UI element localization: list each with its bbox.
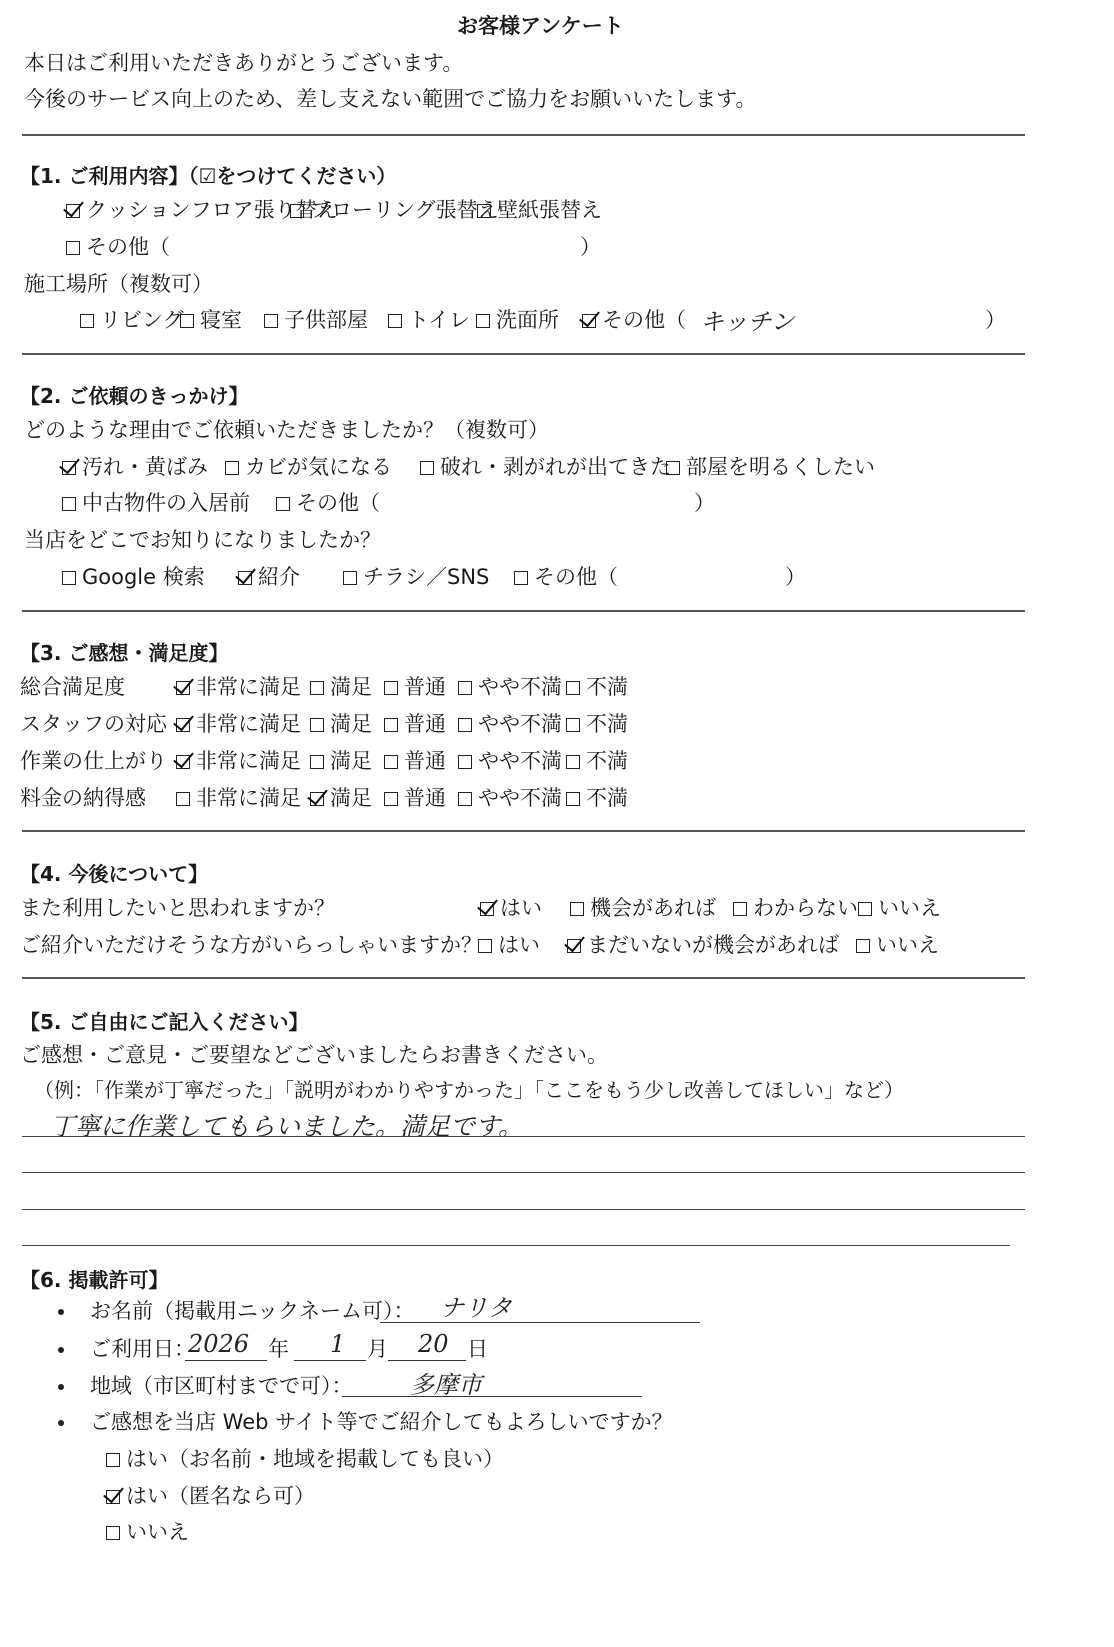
checkbox[interactable] (176, 681, 190, 695)
publish-option-anonymous[interactable]: はい（匿名なら可） (106, 1483, 315, 1509)
checkbox[interactable] (310, 755, 324, 769)
section-6-heading: 【6. 掲載許可】 (20, 1268, 169, 1292)
rating-option[interactable]: 満足 (310, 748, 372, 774)
rating-option[interactable]: 満足 (310, 674, 372, 700)
region-label: 地域（市区町村までで可）： (90, 1374, 353, 1398)
source-other-close: ） (785, 565, 806, 589)
checkbox[interactable] (80, 314, 94, 328)
comment-line (22, 1172, 1025, 1173)
region-handwritten[interactable]: 多摩市 (410, 1371, 482, 1399)
comment-handwritten[interactable]: 丁寧に作業してもらいました。満足です。 (50, 1112, 524, 1141)
checkbox[interactable] (514, 571, 528, 585)
checkbox[interactable] (582, 314, 596, 328)
intro-line-2: 今後のサービス向上のため、差し支えない範囲でご協力をお願いいたします。 (24, 87, 757, 111)
rating-option[interactable]: 普通 (384, 748, 446, 774)
publish-question: ご感想を当店 Web サイト等でご紹介してもよろしいですか？ (90, 1410, 673, 1434)
comment-line (22, 1209, 1025, 1210)
referral-option-no[interactable]: いいえ (856, 932, 939, 958)
bullet (58, 1309, 64, 1315)
checkbox[interactable] (567, 939, 581, 953)
checkbox[interactable] (176, 718, 190, 732)
rating-option[interactable]: 普通 (384, 711, 446, 737)
usage-option-flooring[interactable]: フローリング張替え (290, 197, 499, 223)
reason-question: どのような理由でご依頼いただきましたか？（複数可） (24, 418, 549, 442)
checkbox[interactable] (310, 718, 324, 732)
divider (22, 134, 1025, 136)
usage-other-close: ） (580, 235, 601, 259)
bullet (58, 1347, 64, 1353)
reason-option-dirt[interactable]: 汚れ・黄ばみ (62, 454, 208, 480)
checkbox[interactable] (458, 718, 472, 732)
rating-option[interactable]: やや不満 (458, 785, 562, 811)
place-other-close: ） (985, 308, 1006, 332)
checkbox[interactable] (480, 902, 494, 916)
date-year-handwritten[interactable]: 2026 (188, 1330, 250, 1358)
reuse-option-no[interactable]: いいえ (858, 895, 941, 921)
name-underline (380, 1322, 700, 1323)
checkbox[interactable] (476, 314, 490, 328)
checkbox[interactable] (310, 681, 324, 695)
checkbox[interactable] (343, 571, 357, 585)
source-question: 当店をどこでお知りになりましたか？ (24, 528, 381, 552)
comment-prompt: ご感想・ご意見・ご要望などございましたらお書きください。 (20, 1043, 608, 1067)
reason-option-other[interactable]: その他（ (276, 490, 380, 516)
rating-option[interactable]: 満足 (310, 711, 372, 737)
rating-row-label: 作業の仕上がり (20, 749, 167, 773)
checkbox[interactable] (106, 1526, 120, 1540)
rating-option[interactable]: 非常に満足 (176, 785, 301, 811)
rating-option[interactable]: 非常に満足 (176, 674, 301, 700)
rating-option[interactable]: 非常に満足 (176, 748, 301, 774)
checkbox[interactable] (858, 902, 872, 916)
divider (22, 830, 1025, 832)
rating-option[interactable]: やや不満 (458, 674, 562, 700)
publish-option-full[interactable]: はい（お名前・地域を掲載しても良い） (106, 1446, 504, 1472)
place-label: 施工場所（複数可） (24, 272, 213, 296)
section-1-heading: 【1. ご利用内容】（☑をつけてください） (20, 164, 397, 188)
rating-option[interactable]: 不満 (566, 748, 628, 774)
checkbox[interactable] (62, 461, 76, 475)
date-label: ご利用日： (90, 1337, 195, 1361)
comment-line (22, 1136, 1025, 1137)
place-option-washroom[interactable]: 洗面所 (476, 307, 559, 333)
divider (22, 977, 1025, 979)
checkbox[interactable] (566, 681, 580, 695)
checkbox[interactable] (458, 792, 472, 806)
date-day-unit: 日 (467, 1337, 488, 1361)
checkbox[interactable] (388, 314, 402, 328)
publish-option-no[interactable]: いいえ (106, 1519, 189, 1545)
checkbox[interactable] (384, 792, 398, 806)
date-month-unit: 月 (367, 1337, 388, 1361)
checkbox[interactable] (62, 497, 76, 511)
divider (22, 610, 1025, 612)
date-year-underline (185, 1360, 267, 1361)
reason-option-tear[interactable]: 破れ・剥がれが出てきた (420, 454, 671, 480)
place-option-other[interactable]: その他（ (582, 307, 686, 333)
checkbox[interactable] (106, 1453, 120, 1467)
referral-option-yes[interactable]: はい (478, 932, 540, 958)
rating-option[interactable]: やや不満 (458, 711, 562, 737)
source-option-google[interactable]: Google 検索 (62, 564, 205, 590)
checkbox[interactable] (106, 1490, 120, 1504)
rating-option[interactable]: 普通 (384, 674, 446, 700)
place-other-handwritten[interactable]: キッチン (700, 308, 795, 336)
checkbox[interactable] (384, 681, 398, 695)
checkbox[interactable] (566, 755, 580, 769)
source-option-other[interactable]: その他（ (514, 564, 618, 590)
reuse-option-yes[interactable]: はい (480, 895, 542, 921)
page-title: お客様アンケート (457, 14, 624, 38)
checkbox[interactable] (420, 461, 434, 475)
reuse-option-if-chance[interactable]: 機会があれば (570, 895, 716, 921)
rating-row-label: 料金の納得感 (20, 786, 146, 810)
checkbox[interactable] (225, 461, 239, 475)
place-option-toilet[interactable]: トイレ (388, 307, 470, 333)
checkbox[interactable] (566, 792, 580, 806)
checkbox[interactable] (570, 902, 584, 916)
checkbox[interactable] (180, 314, 194, 328)
section-2-heading: 【2. ご依頼のきっかけ】 (20, 384, 249, 408)
rating-option[interactable]: 満足 (310, 785, 372, 811)
intro-line-1: 本日はご利用いただきありがとうございます。 (24, 51, 464, 75)
checkbox[interactable] (856, 939, 870, 953)
checkbox[interactable] (384, 755, 398, 769)
usage-option-other[interactable]: その他（ (66, 234, 170, 260)
source-option-referral[interactable]: 紹介 (238, 564, 300, 590)
date-year-unit: 年 (268, 1337, 289, 1361)
place-option-bedroom[interactable]: 寝室 (180, 307, 242, 333)
checkbox[interactable] (276, 497, 290, 511)
date-day-underline (388, 1360, 466, 1361)
checkbox[interactable] (478, 939, 492, 953)
reason-other-close: ） (694, 491, 715, 515)
checkbox[interactable] (310, 792, 324, 806)
bullet (58, 1420, 64, 1426)
checkbox[interactable] (290, 204, 304, 218)
usage-option-cushion-floor[interactable]: クッションフロア張り替え (66, 197, 338, 223)
checkbox[interactable] (66, 241, 80, 255)
reason-option-mold[interactable]: カビが気になる (225, 454, 392, 480)
reuse-question: また利用したいと思われますか？ (20, 896, 335, 920)
date-day-handwritten[interactable]: 20 (418, 1330, 449, 1358)
checkbox[interactable] (66, 204, 80, 218)
rating-option[interactable]: 不満 (566, 674, 628, 700)
reuse-option-unsure[interactable]: わからない (733, 895, 858, 921)
checkbox[interactable] (176, 755, 190, 769)
rating-option[interactable]: 不満 (566, 785, 628, 811)
comment-example: （例：「作業が丁寧だった」「説明がわかりやすかった」「ここをもう少し改善してほしい」など） (34, 1078, 904, 1102)
checkbox[interactable] (458, 681, 472, 695)
reason-option-used-property[interactable]: 中古物件の入居前 (62, 490, 250, 516)
rating-option[interactable]: 不満 (566, 711, 628, 737)
checkbox[interactable] (566, 718, 580, 732)
comment-line (22, 1245, 1010, 1246)
usage-option-wallpaper[interactable]: 壁紙張替え (477, 197, 602, 223)
section-3-heading: 【3. ご感想・満足度】 (20, 641, 229, 665)
region-underline (342, 1396, 642, 1397)
date-month-handwritten[interactable]: 1 (330, 1330, 346, 1358)
checkbox[interactable] (176, 792, 190, 806)
referral-question: ご紹介いただけそうな方がいらっしゃいますか？ (20, 933, 482, 957)
checkbox[interactable] (458, 755, 472, 769)
divider (22, 353, 1025, 355)
bullet (58, 1384, 64, 1390)
section-5-heading: 【5. ご自由にご記入ください】 (20, 1010, 309, 1034)
section-4-heading: 【4. 今後について】 (20, 862, 209, 886)
rating-row-label: スタッフの対応 (20, 712, 167, 736)
rating-option[interactable]: 非常に満足 (176, 711, 301, 737)
checkbox[interactable] (264, 314, 278, 328)
place-option-living[interactable]: リビング (80, 307, 184, 333)
name-label: お名前（掲載用ニックネーム可）： (90, 1299, 415, 1323)
checkbox[interactable] (733, 902, 747, 916)
rating-option[interactable]: 普通 (384, 785, 446, 811)
checkbox[interactable] (62, 571, 76, 585)
place-option-kids-room[interactable]: 子供部屋 (264, 307, 368, 333)
checkbox[interactable] (384, 718, 398, 732)
referral-option-not-yet[interactable]: まだいないが機会があれば (567, 932, 839, 958)
rating-option[interactable]: やや不満 (458, 748, 562, 774)
date-month-underline (294, 1360, 366, 1361)
checkbox[interactable] (238, 571, 252, 585)
reason-option-brighten[interactable]: 部屋を明るくしたい (666, 454, 875, 480)
name-handwritten[interactable]: ナリタ (440, 1294, 512, 1322)
checkbox[interactable] (477, 204, 491, 218)
checkbox[interactable] (666, 461, 680, 475)
source-option-flyer-sns[interactable]: チラシ／SNS (343, 564, 489, 590)
rating-row-label: 総合満足度 (20, 675, 125, 699)
